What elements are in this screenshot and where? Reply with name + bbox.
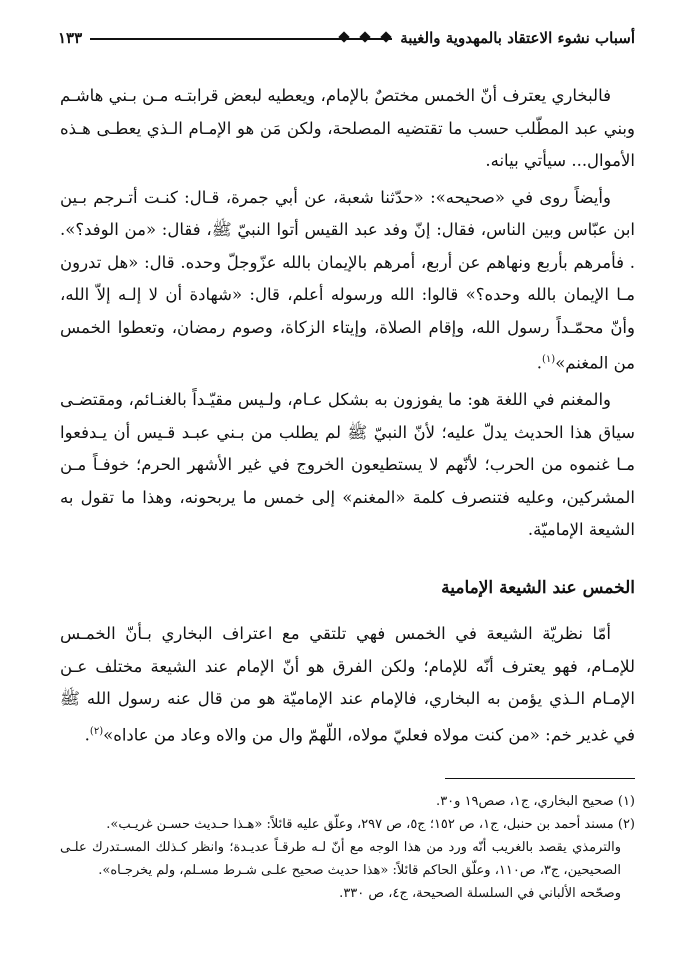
diamond-icon — [339, 31, 350, 42]
footnote-separator — [445, 778, 635, 779]
paragraph-hadith-text: وأيضاً روى في «صحيحه»: «حدّثنا شعبة، عن أبي جمرة، قـال: كنـت أتـرجم بـين ابن عبّاس وبين الناس، فقال: إنّ وفد عبد القيس أتوا النبيّ ﷺ، فقال: «من الوفد؟». . فأمرهم بأربع ونهاهم عن أربع، أمرهم بالإيمان بالله عزّوجلّ وحده. قال: «هل تدرون مـا الإيمان بالله وحده؟» قالوا: الله ورسوله أعلم، قال: «شهادة أن لا إلـه إلاّ الله، وأنّ محمّـداً رسول الله، وإقام الصلاة، وإيتاء الزكاة، وصوم رمضان، وتعطوا الخمس من المغنم» — [60, 187, 635, 373]
paragraph-shia-khums: أمّا نظريّة الشيعة في الخمس فهي تلتقي مع اعتراف البخاري بـأنّ الخمـس للإمـام، فهو يعترف أنّه للإمام؛ ولكن الفرق هو أنّ الإمام عند الشيعة مختلف عـن الإمـام الـذي يؤمن به البخاري، فالإمام عند الإماميّة هو من قال عنه رسول الله ﷺ في غدير خم: «من كنت مولاه فعليّ مولاه، اللّهمّ وال من والاه وعاد من عاداه»$^{(٢)}$. — [60, 624, 635, 744]
diamond-icon — [360, 31, 371, 42]
footnote-1: (١) صحيح البخاري، ج١، صص١٩ و٣٠. — [436, 794, 635, 809]
main-body — [60, 80, 635, 547]
paragraph-bukhari-khums: فالبخاري يعترف أنّ الخمس مختصٌ بالإمام، ويعطيه لبعض قرابتـه مـن بـني هاشـم وبني عبد المطّلب حسب ما تقتضيه المصلحة، ولكن مَن هو الإمـام الـذي يعطـى هـذه الأموال... سيأتي بيانه. — [60, 86, 635, 170]
footnote-2-end: وصحّحه الألباني في السلسلة الصحيحة، ج٤، ص ٣٣٠. — [339, 886, 621, 901]
running-title: أسباب نشوء الاعتقاد بالمهدوية والغيبة — [400, 29, 635, 47]
header-ornament-rule — [90, 28, 392, 48]
paragraph-hadith-abd-al-qays: وأيضاً روى في «صحيحه»: «حدّثنا شعبة، عن أبي جمرة، قـال: كنـت أتـرجم بـين ابن عبّاس وبين الناس، فقال: إنّ وفد عبد القيس أتوا النبيّ ﷺ، فقال: «من الوفد؟». . فأمرهم بأربع ونهاهم عن أربع، أمرهم بالإيمان بالله عزّوجلّ وحده. قال: «هل تدرون مـا الإيمان بالله وحده؟» قالوا: الله ورسوله أعلم، قال: «شهادة أن لا إلـه إلاّ الله، وأنّ محمّـداً رسول الله، وإقام الصلاة، وإيتاء الزكاة، وصوم رمضان، وتعطوا الخمس من المغنم»$^{(١)}$. — [60, 187, 635, 373]
footnote-ref-1[interactable]: (١) — [542, 354, 556, 365]
footnote-2-continued: والترمذي يقصد بالغريب أنّه ورد من هذا الوجه مع أنّ لـه طرقـاً عديـدة؛ وانظر كـذلك المسـتدرك علـى الصحيحين، ج٣، ص١١٠، وعلّق الحاكم قائلاً: «هذا حديث صحيح علـى شـرط مسـلم، ولم يخرجـاه». — [60, 840, 621, 878]
footnote-ref-2[interactable]: (٢) — [89, 725, 104, 737]
paragraph-maghnam-definition: والمغنم في اللغة هو: ما يفوزون به بشكل عـام، ولـيس مقيّـداً بالغنـائم، ومقتضـى سياق هذا الحديث يدلّ عليه؛ لأنّ النبيّ ﷺ لم يطلب من بـني عبـد قـيس أن يـدفعوا مـا غنموه من الحرب؛ لأنّهم لا يستطيعون الخروج في غير الأشهر الحرم؛ خوفـاً مـن المشركين، وعليه فتنصرف كلمة «المغنم» إلى خمس ما يربحونه، وهذا ما تقول به الشيعة الإماميّة. — [60, 390, 635, 539]
paragraph-shia-text: أمّا نظريّة الشيعة في الخمس فهي تلتقي مع اعتراف البخاري بـأنّ الخمـس للإمـام، فهو يعترف أنّه للإمام؛ ولكن الفرق هو أنّ الإمام عند الشيعة مختلف عـن الإمـام الـذي يؤمن به البخاري، فالإمام عند الإماميّة هو من قال عنه رسول الله ﷺ في غدير خم: «من كنت مولاه فعليّ مولاه، اللّهمّ وال من والاه وعاد من عاداه» — [60, 624, 635, 744]
section-body — [60, 618, 635, 752]
footnote-2: (٢) مسند أحمد بن حنبل، ج١، ص ١٥٢؛ ج٥، ص ٢٩٧، وعلّق عليه قائلاً: «هـذا حـديث حسـن غريـب». — [106, 817, 635, 832]
running-header — [58, 26, 635, 50]
page-number: ١٣٣ — [58, 29, 83, 47]
section-heading: الخمس عند الشيعة الإمامية — [441, 578, 635, 598]
diamond-icon — [381, 31, 392, 42]
footnotes — [60, 790, 635, 905]
